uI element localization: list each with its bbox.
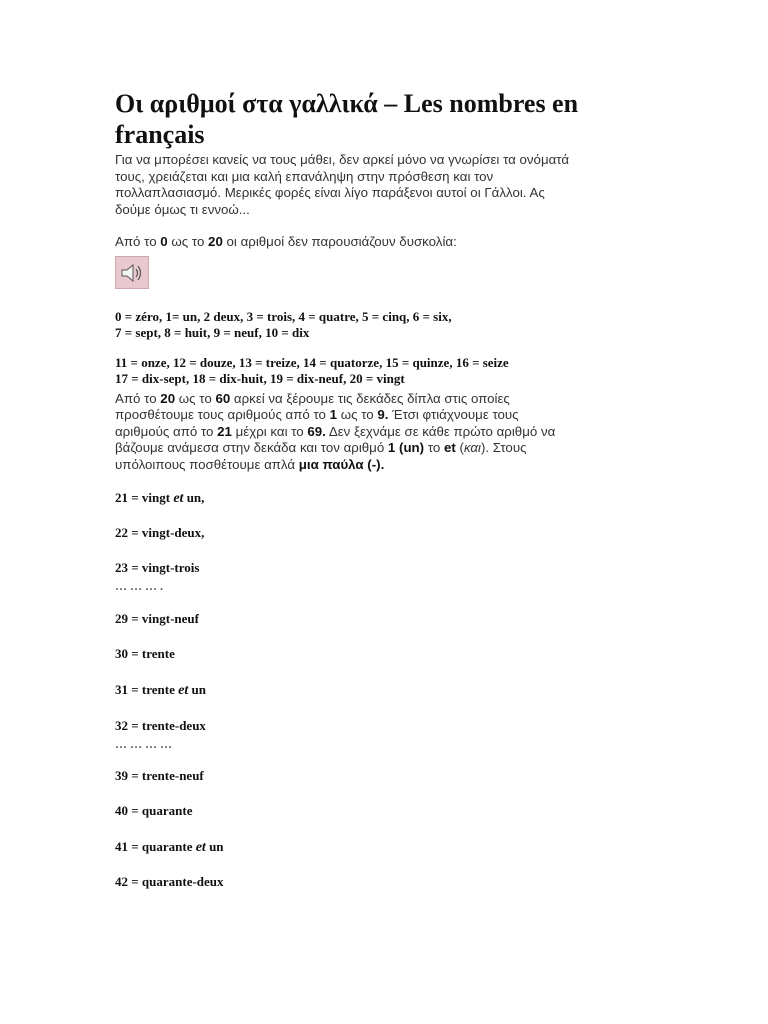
intro-line: Για να μπορέσει κανείς να τους μάθει, δεν αρκεί μόνο να γνωρίσει τα ονόματά [115,152,570,167]
intro-paragraph [115,152,645,218]
entry-22: 22 = vingt-deux, [115,525,205,540]
tens-paragraph: Από το 20 ως το 60 αρκεί να ξέρουμε τις δεκάδες δίπλα στις οποίες προσθέτουμε τους αριθμούς από το 1 ως το 9. Έτσι φτιάχνουμε τους αριθμούς από το 21 μέχρι και το 69. Δεν ξεχνάμε σε κάθε πρώτο αριθμό να βάζουμε ανάμεσα στην δεκάδα και τον αριθμό 1 (un) το et (και). Στους υπόλοιπους ποσθέτουμε απλά μια παύλα (-). [115,390,556,472]
intro-line: πολλαπλασιασμό. Μερικές φορές είναι λίγο παράξενοι αυτοί οι Γάλλοι. Ας [115,185,545,200]
speaker-glyph [119,260,145,286]
entry-40: 40 = quarante [115,803,193,818]
range-to: 20 [208,234,223,249]
numbers-0-10: 0 = zéro, 1= un, 2 deux, 3 = trois, 4 = quatre, 5 = cinq, 6 = six, 7 = sept, 8 = huit, 9 = neuf, 10 = dix [115,308,452,340]
entry-list [115,490,645,890]
entry-30: 30 = trente [115,646,175,661]
ellipsis-separator: … … … … [115,737,172,751]
intro-line: δούμε όμως τι εννοώ... [115,201,250,217]
entry-21: 21 = vingt et un, [115,490,205,506]
numbers-11-20: 11 = onze, 12 = douze, 13 = treize, 14 = quatorze, 15 = quinze, 16 = seize 17 = dix-sept, 18 = dix-huit, 19 = dix-neuf, 20 = vingt [115,354,509,386]
ellipsis-separator: … … … . [115,579,163,593]
entry-29: 29 = vingt-neuf [115,611,199,626]
entry-39: 39 = trente-neuf [115,768,204,783]
document-page [115,88,645,890]
entry-23: 23 = vingt-trois [115,560,200,575]
range-from: 0 [160,234,168,249]
entry-31: 31 = trente et un [115,682,206,698]
intro-line: τους, χρειάζεται και μια καλή επανάληψη στην πρόσθεση και τον [115,168,494,184]
range-sentence: Από το 0 ως το 20 οι αριθμοί δεν παρουσιάζουν δυσκολία: [115,234,457,249]
speaker-icon[interactable] [115,256,149,289]
entry-41: 41 = quarante et un [115,839,224,855]
entry-32: 32 = trente-deux [115,718,206,733]
entry-42: 42 = quarante-deux [115,874,224,889]
page-title: Οι αριθμοί στα γαλλικά – Les nombres en français [115,89,579,149]
